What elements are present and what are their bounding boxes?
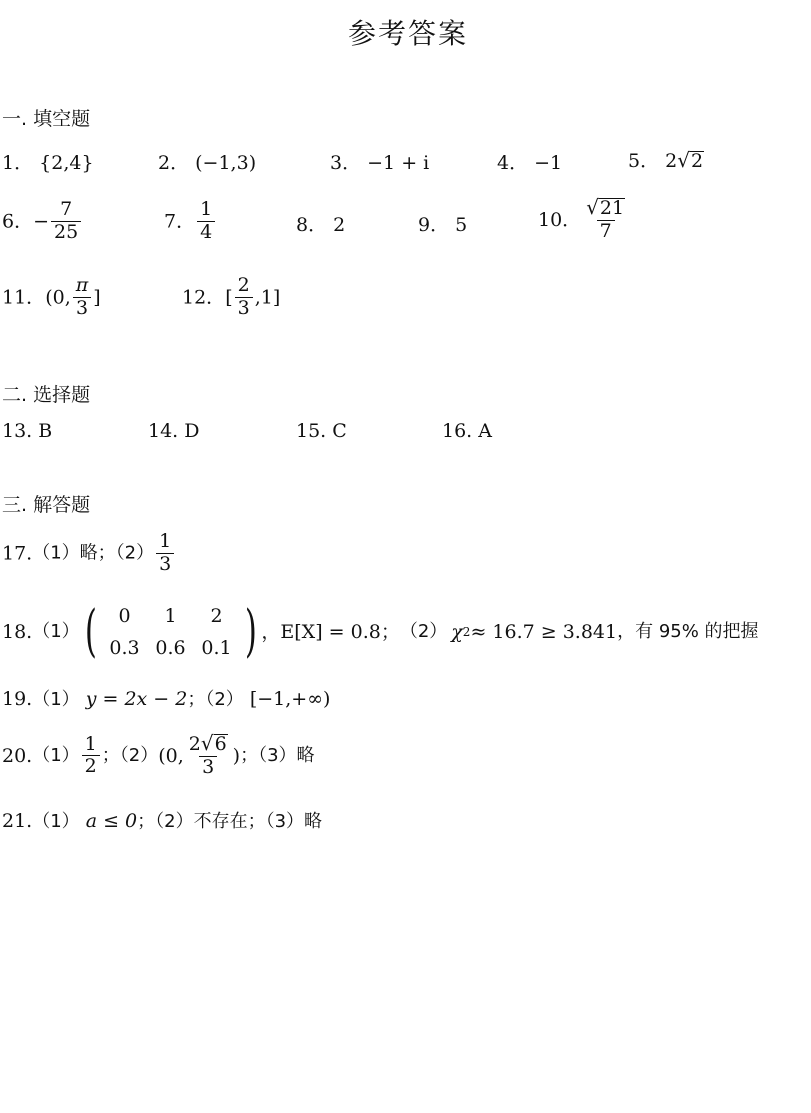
fraction — [235, 276, 253, 319]
interval-close: ] — [93, 286, 101, 309]
part-text: （1） — [32, 689, 80, 710]
fraction — [186, 731, 231, 778]
distribution-matrix — [102, 605, 240, 659]
answer-value: −1 — [534, 152, 563, 174]
radicand: 6 — [214, 733, 227, 755]
numerator: 7 — [60, 198, 73, 220]
answer-21 — [2, 810, 322, 833]
fraction — [583, 195, 628, 242]
expectation-text: ，E[X] = 0.8； — [261, 621, 400, 643]
q-number: 2． — [158, 152, 190, 174]
fraction — [156, 532, 174, 575]
denominator: 7 — [597, 220, 615, 242]
fraction — [82, 732, 100, 778]
chi-exponent: 2 — [462, 625, 471, 639]
radical-sign: √ — [677, 148, 690, 172]
matrix-right-paren: ) — [244, 599, 257, 664]
part-text-3: ；（3）略 — [240, 744, 315, 766]
q-number: 11． — [2, 286, 46, 309]
numerator: 1 — [84, 732, 97, 755]
q-number: 4． — [497, 152, 529, 174]
answer-15: 15. C — [296, 420, 347, 442]
q-number: 3． — [330, 152, 362, 174]
radicand: 2 — [690, 150, 704, 172]
inequality: a ≤ 0 — [85, 810, 138, 832]
radical-sign: √ — [200, 731, 214, 755]
denominator: 25 — [51, 221, 81, 243]
separator: ；（2） — [101, 744, 159, 766]
radicand: 21 — [599, 197, 625, 219]
q-number: 18. — [2, 621, 33, 643]
answer-value: 2 — [333, 214, 346, 236]
denominator: 3 — [156, 553, 174, 575]
q-number: 12． — [182, 286, 226, 309]
answer-20 — [2, 731, 315, 778]
radical-sign: √ — [586, 195, 599, 219]
answer-7 — [164, 200, 217, 243]
denominator: 3 — [73, 297, 91, 319]
fraction — [73, 276, 92, 319]
numerator — [583, 195, 628, 220]
remaining-parts: ；（2）不存在；（3）略 — [137, 811, 323, 832]
answer-9 — [418, 214, 467, 236]
answer-18 — [2, 599, 759, 664]
matrix-cell: 2 — [210, 605, 223, 627]
denominator: 3 — [199, 756, 217, 778]
part-text: （1）略；（2） — [32, 542, 155, 564]
numerator: π — [75, 274, 89, 296]
q-number: 21. — [2, 810, 33, 832]
sqrt — [677, 148, 704, 172]
matrix-cell: 0 — [118, 605, 131, 627]
part-text: （1） — [32, 811, 80, 832]
answer-6 — [2, 200, 83, 243]
section-heading-fill: 一. 填空题 — [2, 108, 91, 130]
q-number: 10． — [538, 208, 582, 231]
part-text: （1） — [32, 744, 80, 766]
section-heading-solve: 三. 解答题 — [2, 494, 91, 516]
chi-symbol: χ — [451, 621, 463, 643]
matrix-cell: 0.3 — [109, 637, 140, 659]
denominator: 2 — [82, 755, 100, 777]
matrix-cell: 1 — [164, 605, 177, 627]
answer-2 — [158, 152, 256, 174]
sqrt-coef: 2 — [665, 150, 678, 172]
fraction — [197, 200, 215, 243]
answer-3 — [330, 152, 429, 174]
sqrt-coef: 2 — [188, 733, 201, 755]
answer-1 — [2, 152, 94, 174]
q-number: 5． — [628, 150, 660, 172]
separator: ；（2） — [187, 689, 244, 710]
q-number: 17. — [2, 542, 33, 565]
interval-close: ) — [232, 744, 241, 767]
section-heading-choice: 二. 选择题 — [2, 384, 91, 406]
answer-value: {2,4} — [39, 152, 94, 174]
answer-19 — [2, 688, 330, 711]
numerator — [186, 731, 231, 756]
q-number: 7． — [164, 210, 196, 233]
matrix-left-paren: ( — [84, 599, 97, 664]
answer-11 — [2, 276, 101, 319]
denominator: 4 — [197, 221, 215, 243]
answer-13: 13. B — [2, 420, 53, 442]
answer-8 — [296, 214, 345, 236]
answer-5 — [628, 150, 704, 172]
answer-value: −1 + i — [367, 152, 430, 174]
numerator: 1 — [200, 198, 213, 220]
minus-sign: − — [33, 210, 50, 233]
answer-12 — [182, 276, 280, 319]
equation: y = 2x − 2 — [85, 688, 188, 710]
q-number: 8． — [296, 214, 328, 236]
interval-close: ,1] — [254, 286, 281, 309]
interval: [−1,+∞) — [249, 688, 331, 710]
page-title: 参考答案 — [348, 17, 469, 50]
q-number: 1． — [2, 152, 34, 174]
denominator: 3 — [235, 297, 253, 319]
chi-value: ≈ 16.7 ≥ 3.841 — [470, 621, 618, 643]
interval-open: [ — [225, 286, 233, 309]
q-number: 20. — [2, 744, 33, 767]
matrix-cell: 0.1 — [201, 637, 232, 659]
sqrt — [586, 195, 625, 219]
sqrt — [200, 731, 228, 755]
answer-10 — [538, 195, 630, 242]
answer-value: 5 — [455, 214, 468, 236]
q-number: 9． — [418, 214, 450, 236]
interval-open: (0, — [45, 286, 71, 309]
q-number: 6． — [2, 210, 34, 233]
matrix-cell: 0.6 — [155, 637, 186, 659]
answer-4 — [497, 152, 562, 174]
part-text: （1） — [32, 621, 80, 642]
answer-17 — [2, 532, 176, 575]
numerator: 2 — [237, 274, 250, 296]
part-text-2: （2） — [399, 621, 448, 642]
fraction — [51, 200, 81, 243]
q-number: 19. — [2, 688, 33, 710]
conclusion-text: ，有 95% 的把握 — [617, 621, 759, 642]
interval-open: (0, — [158, 744, 184, 767]
numerator: 1 — [159, 530, 172, 552]
answer-16: 16. A — [442, 420, 492, 442]
answer-14: 14. D — [148, 420, 200, 442]
answer-value: (−1,3) — [195, 152, 257, 174]
